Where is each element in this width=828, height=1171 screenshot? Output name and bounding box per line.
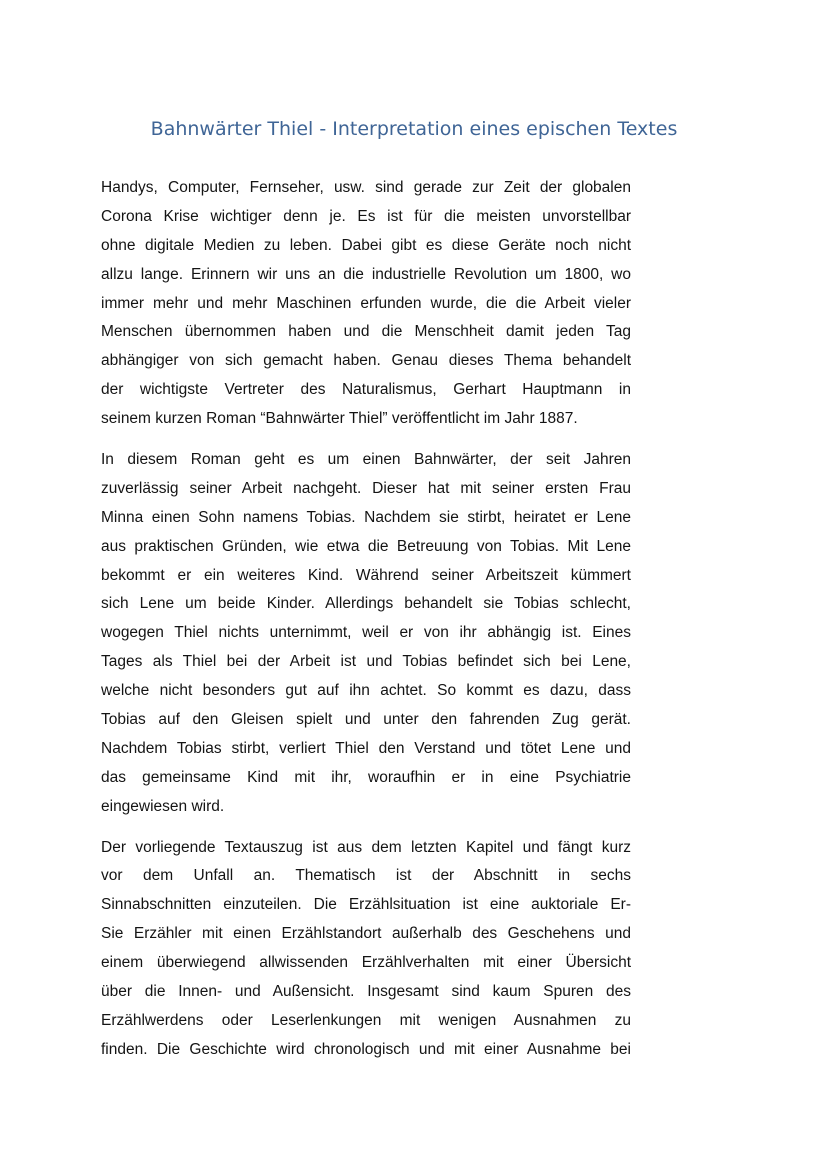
text-line: Minna einen Sohn namens Tobias. Nachdem sie stirbt, heiratet er Lene: [101, 508, 631, 526]
text-line: wogegen Thiel nichts unternimmt, weil er von ihr abhängig ist. Eines: [101, 624, 631, 642]
text-line: Sinnabschnitten einzuteilen. Die Erzählsituation ist eine auktoriale Er-: [101, 896, 631, 914]
text-line: das gemeinsame Kind mit ihr, woraufhin er in eine Psychiatrie: [101, 768, 631, 786]
text-line: Nachdem Tobias stirbt, verliert Thiel den Verstand und tötet Lene und: [101, 739, 631, 757]
text-line: zuverlässig seiner Arbeit nachgeht. Dieser hat mit seiner ersten Frau: [101, 479, 631, 497]
text-line: Erzählwerdens oder Leserlenkungen mit wenigen Ausnahmen zu: [101, 1011, 631, 1029]
paragraph-introduction: [101, 174, 631, 434]
text-line: immer mehr und mehr Maschinen erfunden wurde, die die Arbeit vieler: [101, 294, 631, 312]
text-line: sich Lene um beide Kinder. Allerdings behandelt sie Tobias schlecht,: [101, 595, 631, 613]
text-line: über die Innen- und Außensicht. Insgesamt sind kaum Spuren des: [101, 983, 631, 1001]
text-line: Corona Krise wichtiger denn je. Es ist für die meisten unvorstellbar: [101, 207, 631, 225]
text-line: Menschen übernommen haben und die Menschheit damit jeden Tag: [101, 323, 631, 341]
text-line: Tages als Thiel bei der Arbeit ist und Tobias befindet sich bei Lene,: [101, 653, 631, 671]
text-line: seinem kurzen Roman “Bahnwärter Thiel” veröffentlicht im Jahr 1887.: [101, 410, 578, 428]
text-line: der wichtigste Vertreter des Naturalismus, Gerhart Hauptmann in: [101, 381, 631, 399]
text-line: Sie Erzähler mit einen Erzählstandort außerhalb des Geschehens und: [101, 925, 631, 943]
text-line: einem überwiegend allwissenden Erzählverhalten mit einer Übersicht: [101, 954, 631, 972]
text-line: In diesem Roman geht es um einen Bahnwärter, der seit Jahren: [101, 451, 631, 469]
text-line: eingewiesen wird.: [101, 797, 225, 815]
paragraph-analysis: [101, 834, 631, 1065]
text-line: aus praktischen Gründen, wie etwa die Betreuung von Tobias. Mit Lene: [101, 537, 631, 555]
document-body: [101, 174, 631, 1077]
text-line: ohne digitale Medien zu leben. Dabei gibt es diese Geräte noch nicht: [101, 236, 631, 254]
text-line: allzu lange. Erinnern wir uns an die industrielle Revolution um 1800, wo: [101, 265, 631, 283]
text-line: vor dem Unfall an. Thematisch ist der Abschnitt in sechs: [101, 867, 631, 885]
text-line: abhängiger von sich gemacht haben. Genau dieses Thema behandelt: [101, 352, 631, 370]
text-line: Tobias auf den Gleisen spielt und unter den fahrenden Zug gerät.: [101, 711, 631, 729]
text-line: Handys, Computer, Fernseher, usw. sind gerade zur Zeit der globalen: [101, 179, 631, 196]
paragraph-summary: [101, 446, 631, 822]
text-line: bekommt er ein weiteres Kind. Während seiner Arbeitszeit kümmert: [101, 566, 631, 584]
text-line: finden. Die Geschichte wird chronologisch und mit einer Ausnahme bei: [101, 1040, 631, 1058]
document-title: Bahnwärter Thiel - Interpretation eines epischen Textes: [150, 118, 678, 140]
text-line: Der vorliegende Textauszug ist aus dem letzten Kapitel und fängt kurz: [101, 838, 631, 856]
text-line: welche nicht besonders gut auf ihn achtet. So kommt es dazu, dass: [101, 682, 631, 700]
